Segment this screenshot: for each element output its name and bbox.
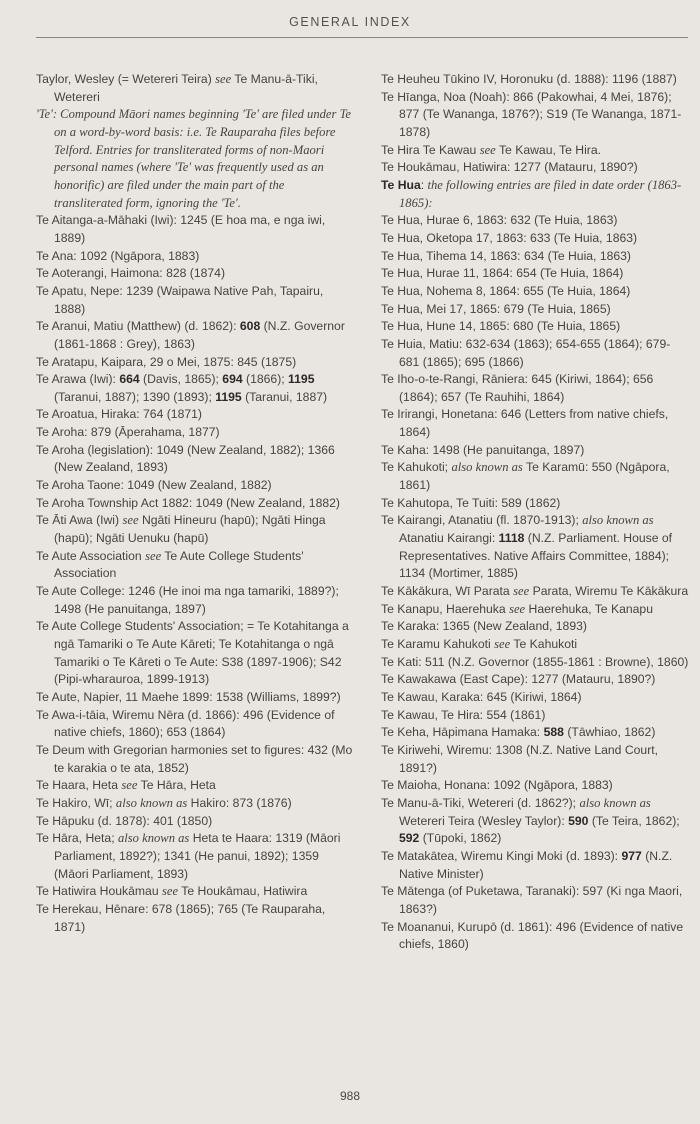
index-entry [36, 406, 354, 424]
index-entry [36, 830, 354, 883]
entry-text: see [215, 72, 232, 86]
entry-text: Te Hāpuku (d. 1878): 401 (1850) [36, 813, 213, 828]
index-entry [36, 71, 354, 106]
index-entry [36, 212, 354, 247]
entry-text: Te Kahutopa, Te Tuiti: 589 (1862) [381, 495, 561, 510]
entry-text: Te Aroatua, Hiraka: 764 (1871) [36, 407, 202, 422]
index-entry [36, 354, 354, 372]
entry-text: Te Irirangi, Honetana: 646 (Letters from native chiefs, 1864) [381, 407, 672, 440]
entry-text: Te Karaka: 1365 (New Zealand, 1893) [381, 619, 587, 634]
index-entry [36, 512, 354, 547]
entry-text: Te Kahukoti [510, 637, 578, 651]
entry-text: Te Hīanga, Noa (Noah): 866 (Pakowhai, 4 Mei, 1876); 877 (Te Wananga, 1876?); S19 (Te Wananga, 1871-1878) [381, 89, 682, 139]
entry-text: Te Aroha (legislation): 1049 (New Zealand, 1882); 1366 (New Zealand, 1893) [36, 442, 339, 475]
entry-text: Te Kawau, Te Hira: 554 (1861) [381, 707, 546, 722]
entry-text: Te Kawau, Karaka: 645 (Kiriwi, 1864) [381, 689, 582, 704]
index-entry [381, 654, 689, 672]
entry-text: also known as [579, 795, 651, 810]
entry-text: Te Hua, Nohema 8, 1864: 655 (Te Huia, 1864) [381, 283, 631, 298]
index-entry [36, 248, 354, 266]
entry-text: 694 [222, 372, 243, 387]
entry-text: see [513, 584, 530, 599]
entry-text: Hakiro: 873 (1876) [187, 795, 292, 810]
entry-text: Te Iho-o-te-Rangi, Rāniera: 645 (Kiriwi, 1864); 656 (1864); 657 (Te Rauhihi, 1864) [381, 372, 657, 404]
index-entry [36, 777, 354, 795]
entry-text: see [121, 778, 138, 793]
entry-text: 588 [543, 725, 564, 740]
entry-text: Te Mātenga (of Puketawa, Taranaki): 597 (Ki nga Maori, 1863?) [381, 884, 686, 916]
index-entry [36, 901, 354, 936]
index-column-right [381, 71, 689, 954]
entry-text: (Tūpoki, 1862) [419, 831, 502, 846]
index-entry [36, 883, 354, 901]
index-entry [381, 883, 689, 918]
entry-text: Heta te Haara: 1319 (Māori Parliament, 1892?); 1341 (He panui, 1892); 1359 (Māori Parliament, 1893) [54, 831, 344, 881]
entry-text: Te Aute, Napier, 11 Maehe 1899: 1538 (Williams, 1899?) [36, 689, 341, 704]
entry-text: Taylor, Wesley (= Wetereri Teira) [36, 72, 216, 86]
entry-text: see [494, 637, 511, 651]
index-entry [381, 724, 689, 742]
entry-text: Parata, Wiremu Te Kākākura [529, 584, 689, 599]
entry-text: Te Hua, Hurae 6, 1863: 632 (Te Huia, 1863) [381, 213, 618, 228]
entry-text: (Taranui, 1887); 1390 (1893); [54, 372, 318, 404]
entry-text: Te Karamu Kahukoti [381, 637, 495, 651]
entry-text: Te Hua [381, 177, 421, 192]
index-entry [381, 795, 689, 848]
entry-text: Te Herekau, Hēnare: 678 (1865); 765 (Te Rauparaha, 1871) [36, 901, 329, 934]
entry-text: Te Kawau, Te Hira. [495, 142, 602, 157]
entry-text: Te Kati: 511 (N.Z. Governor (1855-1861 : Browne), 1860) [381, 654, 689, 669]
index-entry [36, 583, 354, 618]
entry-text: Te Hāra, Heta [137, 778, 216, 793]
entry-text: Te Hatiwira Houkāmau [36, 884, 162, 899]
entry-text: also known as [451, 460, 523, 475]
entry-text: (Davis, 1865); [139, 372, 223, 387]
entry-text: Te Hua, Mei 17, 1865: 679 (Te Huia, 1865) [381, 301, 611, 316]
entry-text: (N.Z. Governor (1861-1868 : Grey), 1863) [54, 319, 349, 351]
index-entry [36, 813, 354, 831]
index-entry [381, 671, 689, 689]
entry-text: Te Matakātea, Wiremu Kingi Moki (d. 1893): [381, 848, 622, 863]
index-entry [381, 583, 689, 601]
entry-text: Te Kairangi, Atanatiu (fl. 1870-1913); [381, 513, 583, 528]
index-entry [36, 495, 354, 513]
index-entry [36, 618, 354, 689]
entry-text: Te Aoterangi, Haimona: 828 (1874) [36, 266, 226, 281]
entry-text: Te Hua, Oketopa 17, 1863: 633 (Te Huia, 1863) [381, 230, 638, 245]
entry-text: Wetereri Teira (Wesley Taylor): [399, 795, 655, 828]
index-entry [381, 248, 689, 266]
entry-text: Te Deum with Gregorian harmonies set to figures: 432 (Mo te karakia o te ata, 1852) [36, 742, 356, 775]
index-column-left [36, 71, 354, 936]
entry-text: Te Aute College Students' Association; = Te Kotahitanga a ngā Tamariki o Te Aute Kāreti; Te Kotahitanga o ngā Tamariki o Te Kāreti o Te Aute: S38 (1897-1906); S42 (Pipi-wharauroa, 1899-1913) [36, 619, 353, 687]
entry-text: Te Kawakawa (East Cape): 1277 (Matauru, 1890?) [381, 672, 656, 687]
index-note [36, 106, 354, 212]
entry-text: Te Manu-ā-Tiki, Wetereri [54, 72, 322, 104]
index-entry [381, 336, 689, 371]
entry-text: Te Aroha Township Act 1882: 1049 (New Zealand, 1882) [36, 495, 340, 510]
index-entry [36, 795, 354, 813]
entry-text: Te Houkāmau, Hatiwira [178, 884, 308, 899]
entry-text: (Taranui, 1887) [241, 389, 328, 404]
entry-text: Te Keha, Hāpimana Hamaka: [381, 725, 544, 740]
entry-text: Te Aratapu, Kaipara, 29 o Mei, 1875: 845 (1875) [36, 354, 297, 369]
entry-text: Te Aute College Students' Association [54, 548, 307, 581]
entry-text: Te Aranui, Matiu (Matthew) (d. 1862): [36, 319, 240, 334]
entry-text: (Te Teira, 1862); [588, 813, 684, 828]
entry-text: Te Hua, Hurae 11, 1864: 654 (Te Huia, 1864) [381, 266, 624, 281]
index-entry [381, 689, 689, 707]
index-entry [36, 442, 354, 477]
index-entry [36, 707, 354, 742]
entry-text: Te Maioha, Honana: 1092 (Ngāpora, 1883) [381, 778, 613, 793]
index-entry [381, 142, 689, 160]
entry-text: (N.Z. Native Minister) [399, 848, 676, 881]
entry-text: Te Moananui, Kurupō (d. 1861): 496 (Evidence of native chiefs, 1860) [381, 919, 687, 952]
entry-text: Te Kākākura, Wī Parata [381, 584, 514, 599]
index-entry [36, 424, 354, 442]
entry-text: see [145, 548, 162, 563]
index-entry [36, 318, 354, 353]
entry-text: Te Heuheu Tūkino IV, Horonuku (d. 1888): 1196 (1887) [381, 72, 677, 86]
index-entry [381, 459, 689, 494]
entry-text: Te Manu-ā-Tiki, Wetereri (d. 1862?); [381, 795, 580, 810]
entry-text: Te Aute College: 1246 (He inoi ma nga tamariki, 1889?); 1498 (He panuitanga, 1897) [36, 584, 343, 616]
entry-text: Te Awa-i-tāia, Wiremu Nēra (d. 1866): 496 (Evidence of native chiefs, 1860); 653 (1864) [36, 707, 338, 740]
entry-text: 608 [239, 319, 261, 334]
index-entry [36, 548, 354, 583]
index-entry [381, 636, 689, 654]
index-entry [381, 742, 689, 777]
index-entry [381, 618, 689, 636]
index-entry [381, 177, 689, 212]
entry-text: 977 [621, 848, 642, 863]
entry-text: Te Haara, Heta [36, 778, 122, 793]
entry-text: Te Hua, Hune 14, 1865: 680 (Te Huia, 1865) [381, 319, 621, 334]
entry-text: 664 [119, 372, 140, 387]
header-rule [36, 37, 688, 38]
entry-text: Te Hua, Tihema 14, 1863: 634 (Te Huia, 1863) [381, 248, 631, 263]
index-entry [381, 442, 689, 460]
entry-text: Te Karamū: 550 (Ngāpora, 1861) [399, 460, 674, 493]
index-entry [381, 919, 689, 954]
entry-text: (Tāwhiao, 1862) [563, 725, 656, 740]
entry-text: Te Hāra, Heta; [36, 831, 118, 846]
entry-text: (N.Z. Parliament. House of Representatives. Native Affairs Committee, 1884); 1134 (Mortimer, 1885) [399, 531, 676, 581]
index-entry [381, 283, 689, 301]
entry-text: see [479, 142, 496, 157]
index-entry [381, 371, 689, 406]
index-entry [381, 406, 689, 441]
index-entry [36, 689, 354, 707]
entry-text: 592 [399, 831, 420, 846]
entry-text: Te Kaha: 1498 (He panuitanga, 1897) [381, 442, 585, 457]
entry-text: also known as [582, 513, 654, 528]
entry-text: Ngāti Hineuru (hapū); Ngāti Hinga (hapū); Ngāti Uenuku (hapū) [54, 513, 329, 546]
entry-text: 1195 [215, 389, 242, 404]
entry-text: Te Houkāmau, Hatiwira: 1277 (Matauru, 1890?) [381, 160, 638, 175]
entry-text: Haerehuka, Te Kanapu [525, 601, 653, 616]
entry-text: Te Arawa (Iwi): [36, 372, 120, 387]
entry-text: Te Hira Te Kawau [381, 142, 480, 157]
entry-text: 'Te': Compound Māori names beginning 'Te' are filed under Te on a word-by-word basis: i.e. Te Rauparaha files before Telford. Entries for transliterated forms of non-Maori personal names (where 'Te' was frequently used as an honorific) are filed under the main part of the transliterated form, ignoring the 'Te'. [36, 107, 355, 210]
index-entry [381, 89, 689, 142]
index-entry [381, 265, 689, 283]
index-entry [381, 601, 689, 619]
index-entry [36, 265, 354, 283]
running-header: GENERAL INDEX [289, 15, 411, 29]
entry-text: Te Aitanga-a-Māhaki (Iwi): 1245 (E hoa ma, e nga iwi, 1889) [36, 213, 329, 245]
entry-text: Te Ana: 1092 (Ngāpora, 1883) [36, 248, 200, 263]
entry-text: see [122, 513, 139, 528]
index-entry [381, 512, 689, 583]
entry-text: Te Kanapu, Haerehuka [381, 601, 510, 616]
entry-text: 590 [568, 813, 589, 828]
entry-text: 1195 [288, 372, 315, 387]
index-entry [36, 477, 354, 495]
entry-text: see [162, 884, 179, 899]
index-entry [381, 212, 689, 230]
index-entry [381, 71, 689, 89]
index-entry [381, 495, 689, 513]
entry-text: Te Aroha Taone: 1049 (New Zealand, 1882) [36, 478, 272, 493]
index-entry [36, 742, 354, 777]
entry-text: the following entries are filed in date order (1863-1865): [399, 177, 682, 210]
entry-text: see [509, 601, 526, 616]
index-entry [381, 159, 689, 177]
entry-text: Atanatiu Kairangi: [399, 513, 657, 546]
entry-text: Te Apatu, Nepe: 1239 (Waipawa Native Pah, Tapairu, 1888) [36, 283, 327, 316]
index-entry [381, 230, 689, 248]
entry-text: Te Āti Awa (Iwi) [36, 513, 123, 528]
entry-text: also known as [117, 831, 190, 846]
entry-text: (1866); [242, 372, 289, 387]
index-entry [381, 848, 689, 883]
index-entry [381, 301, 689, 319]
entry-text: Te Kiriwehi, Wiremu: 1308 (N.Z. Native Land Court, 1891?) [381, 742, 662, 775]
entry-text: Te Aute Association [36, 548, 146, 563]
entry-text: : [420, 177, 428, 192]
entry-text: also known as [115, 795, 188, 810]
index-entry [36, 371, 354, 406]
index-entry [381, 318, 689, 336]
page-number: 988 [339, 1089, 361, 1103]
index-entry [36, 283, 354, 318]
entry-text: Te Huia, Matiu: 632-634 (1863); 654-655 (1864); 679-681 (1865); 695 (1866) [381, 336, 671, 369]
entry-text: 1118 [498, 531, 525, 546]
entry-text: Te Kahukoti; [381, 460, 452, 475]
index-entry [381, 777, 689, 795]
index-entry [381, 707, 689, 725]
entry-text: Te Hakiro, Wī; [36, 795, 116, 810]
entry-text: Te Aroha: 879 (Āperahama, 1877) [36, 425, 220, 440]
